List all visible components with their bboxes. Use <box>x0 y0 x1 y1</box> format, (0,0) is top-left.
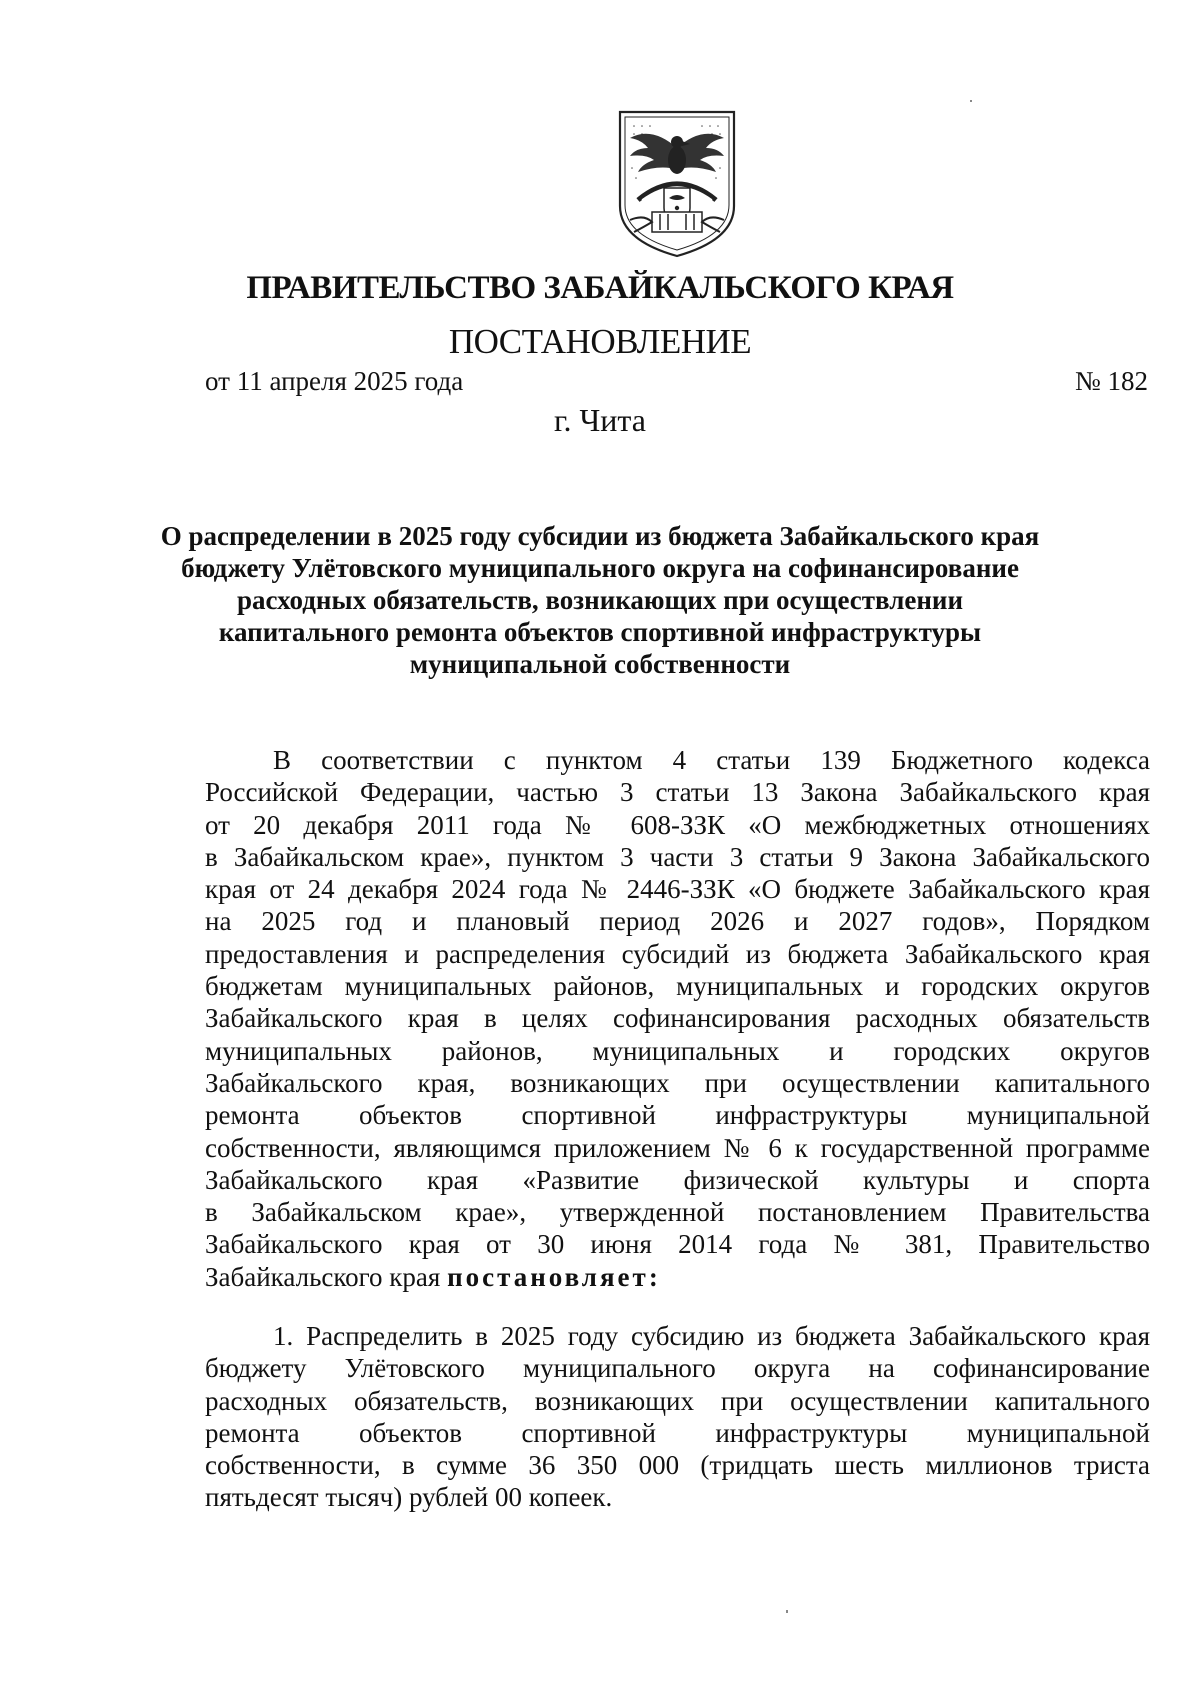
preamble-line: ремонта объектов спортивной инфраструктуры муниципальной <box>205 1100 1150 1131</box>
preamble-line: Забайкальского края в целях софинансирования расходных обязательств <box>205 1003 1150 1034</box>
preamble-line: в Забайкальском крае», пунктом 3 части 3 статьи 9 Закона Забайкальского <box>205 841 1150 872</box>
preamble-line: собственности, являющимся приложением № 6 к государственной программе <box>205 1132 1150 1163</box>
preamble-line: Забайкальского края, возникающих при осуществлении капитального <box>205 1067 1150 1098</box>
clause-line: ремонта объектов спортивной инфраструктуры муниципальной <box>205 1417 1150 1448</box>
preamble-line: Российской Федерации, частью 3 статьи 13 Закона Забайкальского края <box>205 777 1150 808</box>
preamble-line: от 20 декабря 2011 года № 608-ЗЗК «О межбюджетных отношениях <box>205 809 1150 840</box>
scan-speck <box>970 100 972 102</box>
resolution-keyword: постановляет <box>447 1261 649 1292</box>
subject-line: муниципальной собственности <box>409 649 791 679</box>
document-type: ПОСТАНОВЛЕНИЕ <box>448 322 752 361</box>
document-subject <box>150 520 1050 680</box>
preamble-line: в Забайкальском крае», утвержденной постановлением Правительства <box>205 1197 1150 1228</box>
scan-speck <box>786 1610 788 1613</box>
subject-line: расходных обязательств, возникающих при осуществлении <box>236 585 964 615</box>
subject-line: бюджету Улётовского муниципального округа на софинансирование <box>181 553 1019 583</box>
clause-line: собственности, в сумме 36 350 000 (тридцать шесть миллионов триста <box>205 1450 1150 1481</box>
preamble-line: В соответствии с пунктом 4 статьи 139 Бюджетного кодекса <box>273 745 1150 775</box>
preamble-closing-text: Забайкальского края <box>205 1261 448 1292</box>
resolution-colon: : <box>648 1261 661 1292</box>
preamble-line: бюджетам муниципальных районов, муниципальных и городских округов <box>205 971 1150 1002</box>
preamble-line: Забайкальского края от 30 июня 2014 года № 381, Правительство <box>205 1229 1150 1260</box>
clause-1-paragraph <box>205 1320 1150 1514</box>
preamble-line: предоставления и распределения субсидий из бюджета Забайкальского края <box>205 938 1150 969</box>
clause-line: расходных обязательств, возникающих при осуществлении капитального <box>205 1385 1150 1416</box>
clause-line: 1. Распределить в 2025 году субсидию из бюджета Забайкальского края <box>273 1321 1150 1351</box>
subject-line: капитального ремонта объектов спортивной инфраструктуры <box>218 617 982 647</box>
preamble-closing-line <box>205 1261 1150 1293</box>
preamble-line: края от 24 декабря 2024 года № 2446-ЗЗК «О бюджете Забайкальского края <box>205 874 1150 905</box>
subject-line: О распределении в 2025 году субсидии из бюджета Забайкальского края <box>160 521 1040 551</box>
document-city: г. Чита <box>553 402 646 438</box>
preamble-line: на 2025 год и плановый период 2026 и 2027 годов», Порядком <box>205 906 1150 937</box>
clause-line: пятьдесят тысяч) рублей 00 копеек. <box>205 1482 613 1513</box>
clause-line: бюджету Улётовского муниципального округа на софинансирование <box>205 1353 1150 1384</box>
document-date: от 11 апреля 2025 года <box>205 366 464 396</box>
government-title: ПРАВИТЕЛЬСТВО ЗАБАЙКАЛЬСКОГО КРАЯ <box>246 270 954 306</box>
preamble-line: муниципальных районов, муниципальных и городских округов <box>205 1035 1150 1066</box>
document-number: № 182 <box>1074 366 1148 396</box>
preamble-line: Забайкальского края «Развитие физической культуры и спорта <box>205 1164 1150 1195</box>
preamble-paragraph <box>205 744 1150 1293</box>
zabaikalsky-coat-of-arms-icon <box>612 108 742 260</box>
